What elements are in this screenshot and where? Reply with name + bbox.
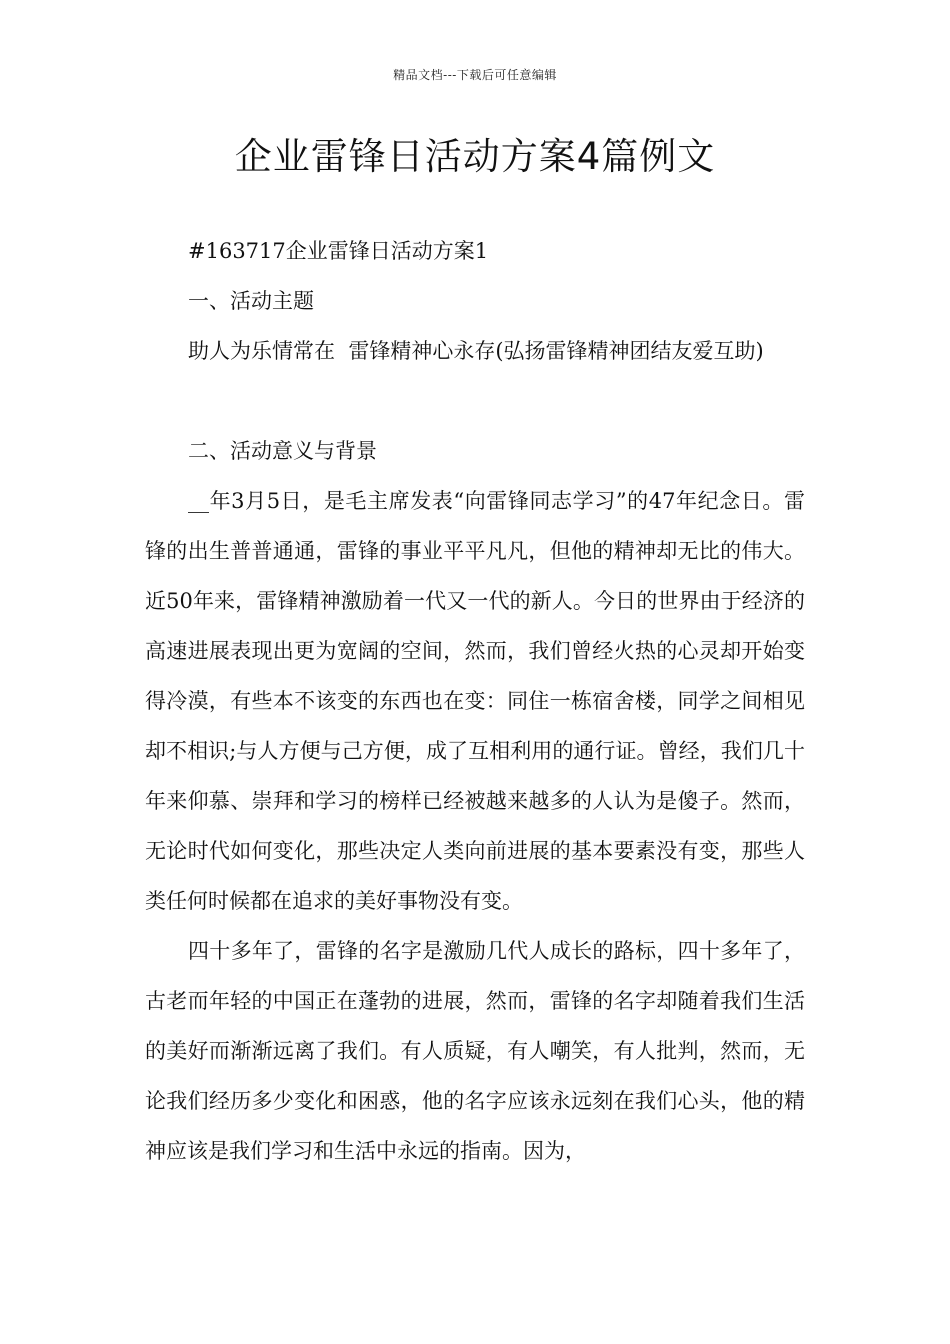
section-subtitle: #163717企业雷锋日活动方案1 [188, 239, 489, 263]
header-note: 精品文档---下载后可任意编辑 [393, 68, 557, 82]
body-paragraph-1: __年3月5日，是毛主席发表“向雷锋同志学习”的47年纪念日。雷锋的出生普普通通，雷锋的事业平平凡凡，但他的精神却无比的伟大。近50年来，雷锋精神激励着一代又一代的新人。今日的世界由于经济的高速进展表现出更为宽阔的空间，然而，我们曾经火热的心灵却开始变得冷漠，有些本不该变的东西也在变：同住一栋宿舍楼，同学之间相见却不相识;与人方便与己方便，成了互相利用的通行证。曾经，我们几十年来仰慕、崇拜和学习的榜样已经被越来越多的人认为是傻子。然而，无论时代如何变化，那些决定人类向前进展的基本要素没有变，那些人类任何时候都在追求的美好事物没有变。 [145, 489, 805, 913]
heading-activity-theme: 一、活动主题 [188, 289, 314, 313]
paragraph-gap [145, 376, 805, 426]
document-title: 企业雷锋日活动方案4篇例文 [234, 135, 716, 178]
heading-meaning-background: 二、活动意义与背景 [188, 439, 377, 463]
body-paragraph-2: 四十多年了，雷锋的名字是激励几代人成长的路标，四十多年了，古老而年轻的中国正在蓬勃的进展，然而，雷锋的名字却随着我们生活的美好而渐渐远离了我们。有人质疑，有人嘲笑，有人批判，然而，无论我们经历多少变化和困惑，他的名字应该永远刻在我们心头，他的精神应该是我们学习和生活中永远的指南。因为， [145, 939, 805, 1163]
document-body [145, 226, 805, 1176]
activity-theme-text: 助人为乐情常在 雷锋精神心永存(弘扬雷锋精神团结友爱互助) [188, 339, 764, 363]
